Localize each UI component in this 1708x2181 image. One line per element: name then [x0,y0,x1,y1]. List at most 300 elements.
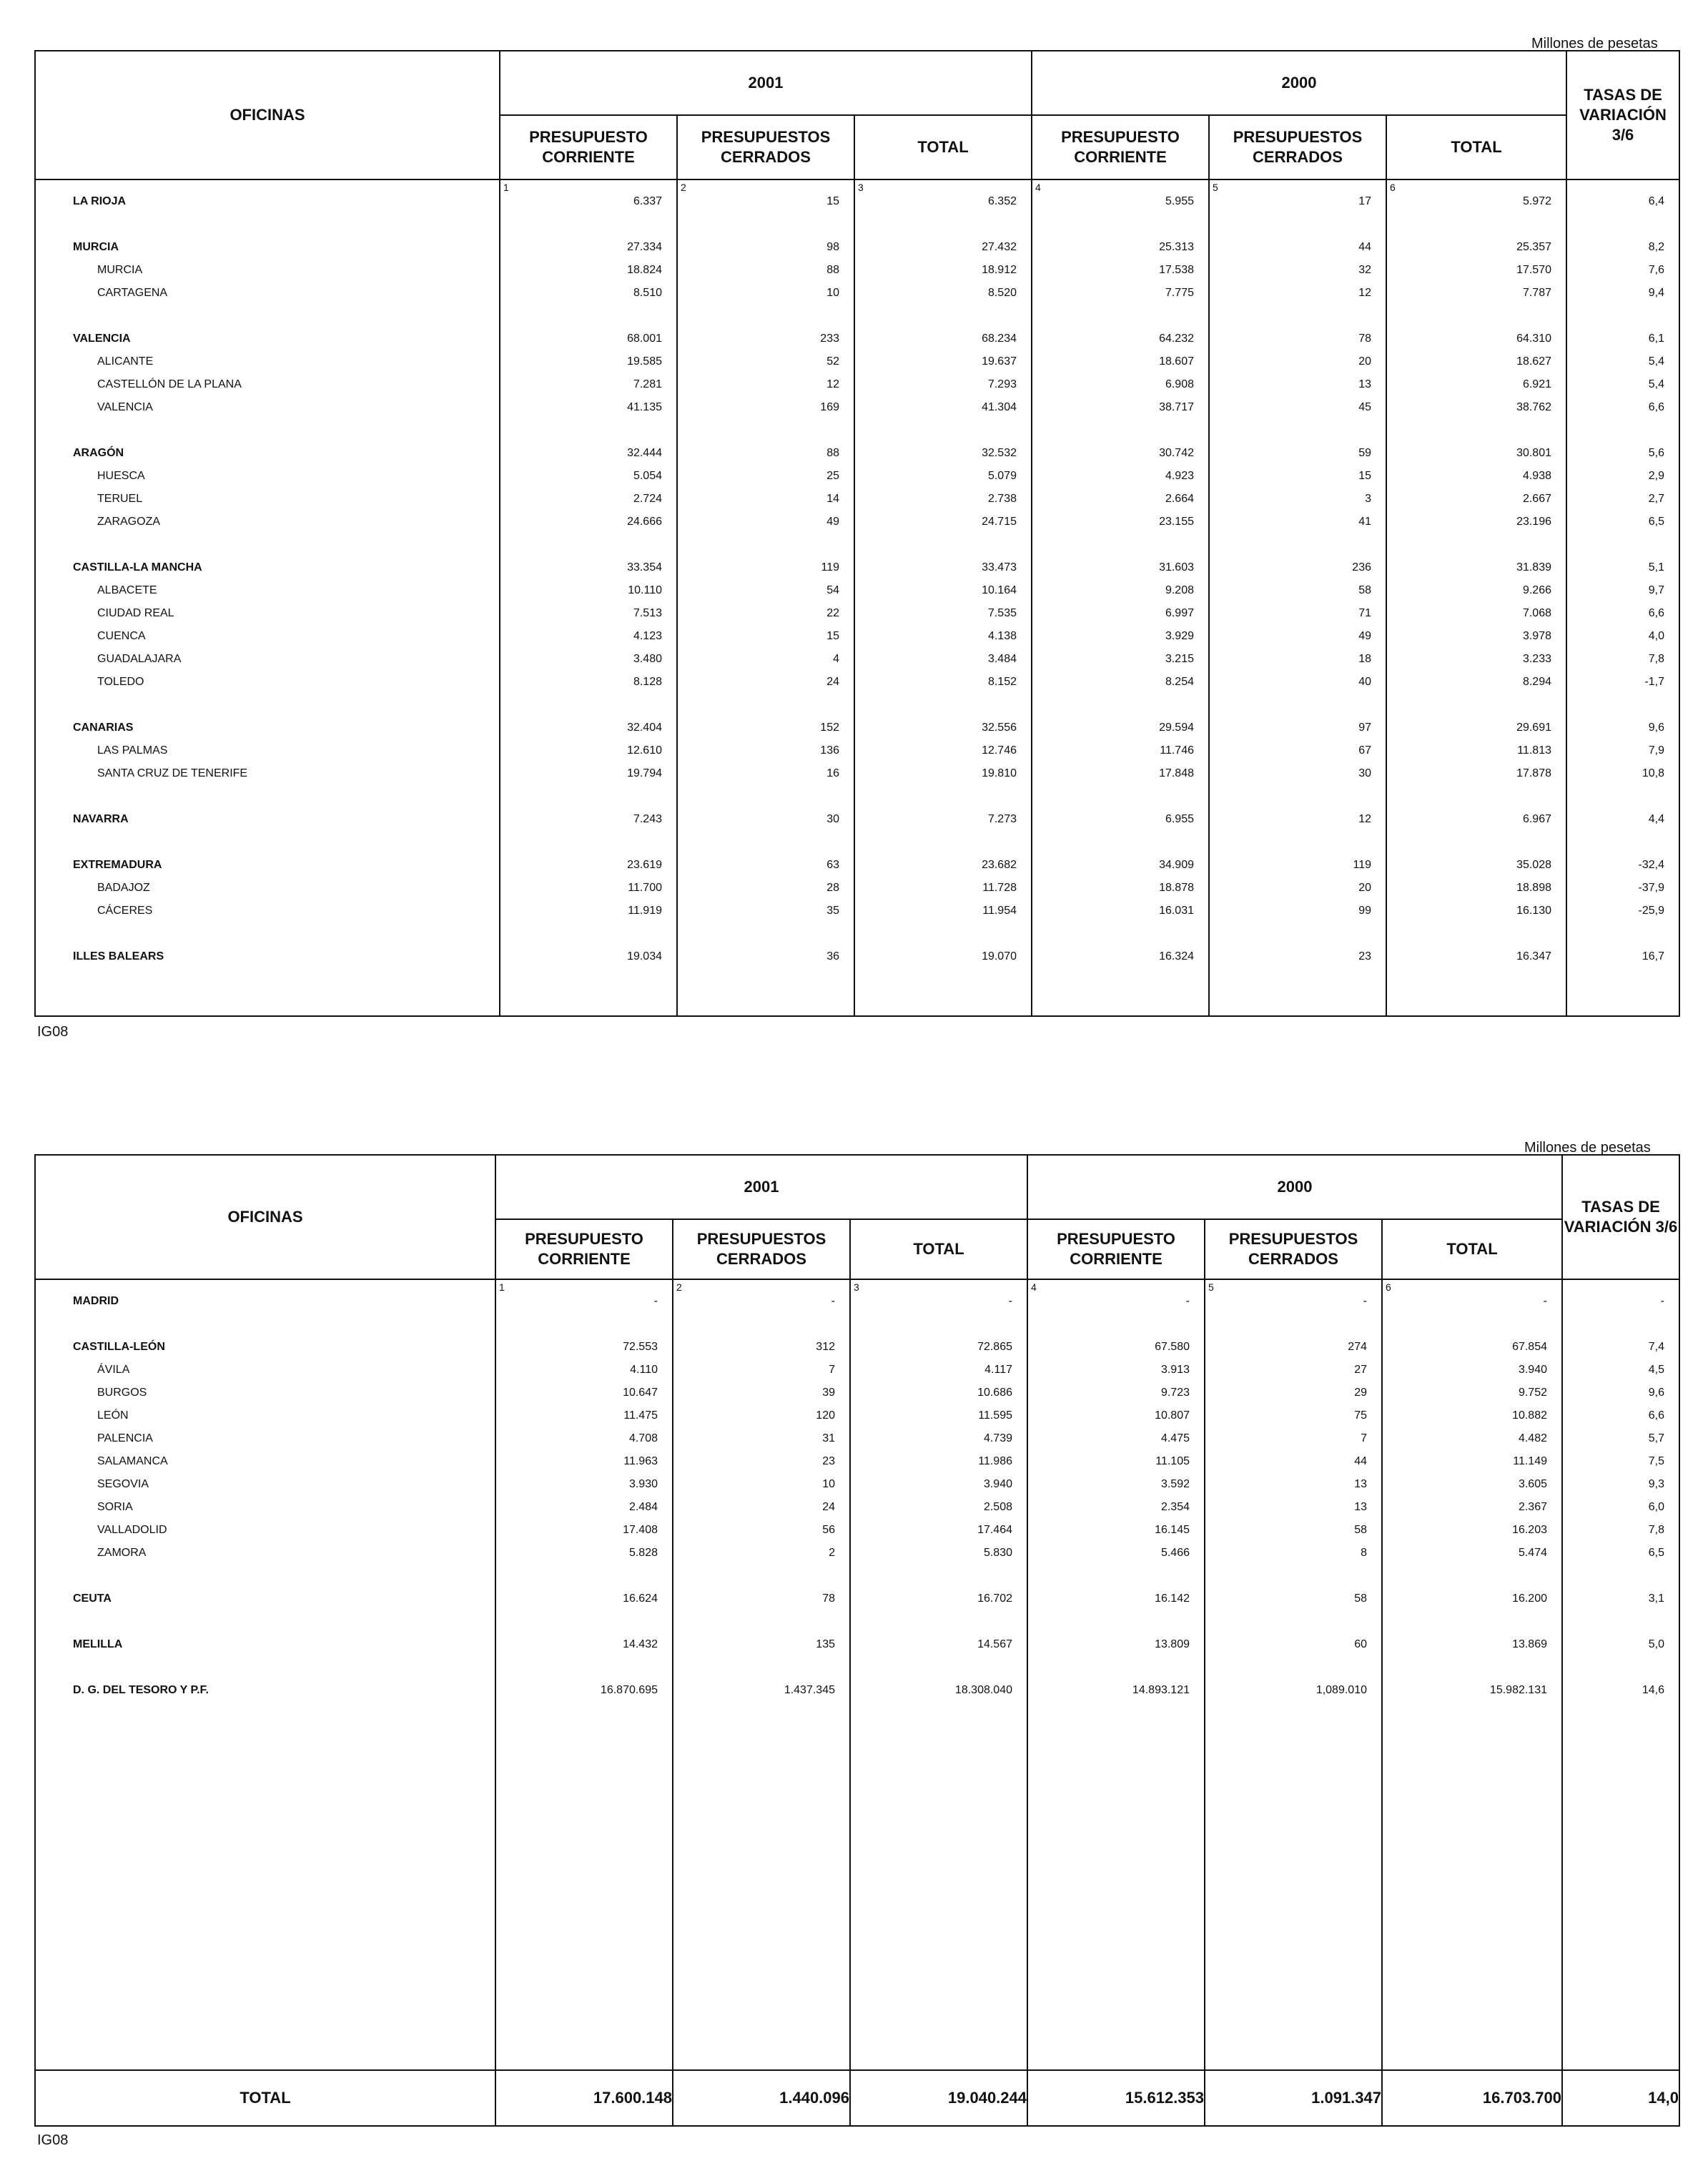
value-text: 27 [1354,1364,1367,1376]
value-text: 78 [1358,333,1371,345]
value-text: 11.728 [982,882,1017,894]
cell-value [496,1633,672,1656]
value-text: 11.813 [1517,744,1551,757]
office-label: SANTA CRUZ DE TENERIFE [97,767,248,779]
value-text: 34.909 [1159,859,1194,871]
value-text: 4.123 [633,630,662,642]
total-row [35,2070,1679,2126]
value-text: 10.686 [977,1387,1012,1399]
value-text: 28 [826,882,839,894]
cell-value [673,1519,849,1542]
value-column [495,1279,673,2070]
value-text: 7.787 [1522,287,1551,299]
value-text: 32.404 [627,722,662,734]
value-text: 8.510 [633,287,662,299]
value-text: 12 [826,378,839,390]
cell-value [496,1542,672,1565]
cell-value [855,511,1031,533]
value-text: 6.908 [1165,378,1194,390]
cell-value [500,442,676,465]
value-text: 31.603 [1159,561,1194,573]
value-text: 41.135 [627,401,662,413]
cell-value [1387,877,1566,900]
cell-value [1383,1679,1561,1702]
cell-value [855,556,1031,579]
value-text: 4.138 [987,630,1017,642]
value-text: 78 [822,1592,835,1605]
cell-value [673,1633,849,1656]
cell-value [1383,1496,1561,1519]
cell-value [1032,854,1208,877]
value-column [500,179,677,1016]
cell-value [1387,854,1566,877]
cell-value [1210,488,1386,511]
value-text: 5,4 [1648,378,1664,390]
cell-value [1032,762,1208,785]
cell-value [1032,465,1208,488]
value-text: 3 [1365,493,1371,505]
total-value: 19.040.244 [850,2070,1027,2126]
cell-value [500,259,676,282]
value-column [854,179,1032,1016]
header-presupuesto-corriente: PRESUPUESTO CORRIENTE [495,1219,673,1279]
value-text: 15 [1358,470,1371,482]
value-text: 9,4 [1648,287,1664,299]
cell-value [1387,396,1566,419]
value-text: 236 [1352,561,1371,573]
value-text: 5.955 [1165,195,1194,207]
value-text: 18.878 [1159,882,1194,894]
value-text: 2.724 [633,493,662,505]
value-text: 23.619 [627,859,662,871]
cell-value [673,1336,849,1359]
value-text: 5,6 [1648,447,1664,459]
value-text: 19.810 [982,767,1017,779]
cell-value [855,282,1031,305]
cell-value [1387,236,1566,259]
value-text: 11.963 [623,1455,658,1467]
office-label: ALBACETE [97,584,157,596]
value-text: 9,6 [1648,722,1664,734]
cell-value [500,877,676,900]
value-text: 41 [1358,516,1371,528]
value-text: 6,5 [1648,516,1664,528]
value-text: 14,6 [1642,1684,1664,1696]
value-text: 5.054 [633,470,662,482]
cell-value [1028,1290,1204,1313]
office-label: MURCIA [97,264,143,276]
value-text: 75 [1354,1409,1367,1422]
cell-value [1383,1382,1561,1404]
value-text: 15.982.131 [1489,1684,1547,1696]
value-text: 6.955 [1165,813,1194,825]
cell-value [851,1404,1027,1427]
value-text: 5,1 [1648,561,1664,573]
cell-value [678,625,854,648]
cell-value [678,328,854,350]
value-text: 31.839 [1516,561,1551,573]
value-text: 5.079 [987,470,1017,482]
cell-value [1387,259,1566,282]
cell-value [855,259,1031,282]
cell-value [678,236,854,259]
cell-value [496,1336,672,1359]
value-text: 152 [820,722,839,734]
cell-value [500,465,676,488]
cell-value [1210,945,1386,968]
value-text: 2.667 [1522,493,1551,505]
cell-value [851,1587,1027,1610]
header-presupuestos-cerrados: PRESUPUESTOS CERRADOS [1205,1219,1382,1279]
value-text: 16,7 [1642,950,1664,963]
cell-value [500,945,676,968]
value-text: 25.357 [1516,241,1551,253]
value-text: 58 [1354,1592,1367,1605]
value-text: 29.691 [1516,722,1551,734]
cell-value [678,259,854,282]
cell-value [1567,579,1679,602]
cell-value [1387,602,1566,625]
value-text: 97 [1358,722,1371,734]
value-text: 7.293 [987,378,1017,390]
cell-value [1205,1336,1381,1359]
cell-value [1563,1542,1679,1565]
cell-value [1028,1450,1204,1473]
cell-value [1563,1519,1679,1542]
cell-value [1563,1427,1679,1450]
value-text: 18.824 [627,264,662,276]
cell-value [851,1679,1027,1702]
cell-value [1567,739,1679,762]
value-text: 40 [1358,676,1371,688]
value-text: 68.001 [627,333,662,345]
cell-value [1205,1382,1381,1404]
cell-value [1028,1382,1204,1404]
value-text: 10.110 [628,584,662,596]
table-body [35,1279,1679,2070]
total-label: TOTAL [35,2070,495,2126]
cell-value [1205,1496,1381,1519]
value-text: 2,7 [1648,493,1664,505]
value-text: 7.513 [633,607,662,619]
value-text: 19.034 [627,950,662,963]
value-text: 63 [826,859,839,871]
value-text: 7.775 [1165,287,1194,299]
cell-value [673,1404,849,1427]
cell-value [673,1427,849,1450]
value-text: 11.475 [623,1409,658,1422]
header-year-2000: 2000 [1032,51,1566,115]
value-text: 12 [1358,287,1371,299]
value-text: 14.893.121 [1132,1684,1190,1696]
value-column [673,1279,850,2070]
value-text: 7.281 [633,378,662,390]
value-text: 64.310 [1516,333,1551,345]
cell-value [1032,511,1208,533]
value-text: 1,089.010 [1315,1684,1367,1696]
cell-value [678,648,854,671]
cell-value [1383,1542,1561,1565]
cell-value [1210,671,1386,694]
office-label: CARTAGENA [97,287,168,299]
value-text: 13.869 [1512,1638,1547,1650]
cell-value [1387,465,1566,488]
cell-value [500,854,676,877]
cell-value [855,190,1031,213]
header-presupuesto-corriente: PRESUPUESTO CORRIENTE [500,115,677,179]
cell-value [851,1290,1027,1313]
cell-value [1210,511,1386,533]
value-text: 12 [1358,813,1371,825]
value-text: 11.746 [1160,744,1194,757]
cell-value [1028,1679,1204,1702]
value-text: 7 [1361,1432,1367,1444]
value-text: 18.308.040 [954,1684,1012,1696]
value-text: 2.738 [987,493,1017,505]
value-text: 72.865 [977,1341,1012,1353]
value-text: 15 [826,630,839,642]
cell-value [1387,739,1566,762]
cell-value [1032,259,1208,282]
office-label: ÁVILA [97,1364,130,1376]
cell-value [1028,1542,1204,1565]
cell-value [1387,190,1566,213]
cell-value [1563,1336,1679,1359]
value-text: 56 [822,1524,835,1536]
cell-value [1383,1473,1561,1496]
value-text: 3,1 [1648,1592,1664,1605]
value-text: 27.334 [627,241,662,253]
cell-value [678,762,854,785]
value-text: 17.538 [1159,264,1194,276]
value-text: 169 [820,401,839,413]
cell-value [1032,236,1208,259]
value-text: 33.473 [982,561,1017,573]
value-text: 3.605 [1518,1478,1547,1490]
value-text: - [1543,1295,1547,1307]
value-text: 14.432 [623,1638,658,1650]
office-label: BURGOS [97,1387,147,1399]
value-text: 120 [816,1409,835,1422]
value-text: 7,6 [1648,264,1664,276]
cell-value [1563,1473,1679,1496]
cell-value [855,236,1031,259]
value-text: 4.739 [983,1432,1012,1444]
cell-value [1563,1587,1679,1610]
value-text: 4.482 [1518,1432,1547,1444]
cell-value [1032,625,1208,648]
value-text: 58 [1354,1524,1367,1536]
total-value: 14,0 [1562,2070,1679,2126]
value-text: 13 [1354,1501,1367,1513]
column-number: 5 [1208,1281,1214,1293]
value-text: 18.607 [1159,355,1194,368]
cell-value [1567,350,1679,373]
cell-value [1387,945,1566,968]
cell-value [1383,1633,1561,1656]
value-text: 67.580 [1155,1341,1190,1353]
cell-value [496,1427,672,1450]
value-text: 24.715 [982,516,1017,528]
cell-value [1210,877,1386,900]
cell-value [855,625,1031,648]
value-text: 72.553 [623,1341,658,1353]
cell-value [1205,1359,1381,1382]
cell-value [1028,1336,1204,1359]
cell-value [1387,648,1566,671]
cell-value [1383,1359,1561,1382]
cell-value [1387,671,1566,694]
cell-value [673,1473,849,1496]
cell-value [1567,511,1679,533]
cell-value [1032,556,1208,579]
cell-value [500,739,676,762]
value-text: 24 [826,676,839,688]
cell-value [500,190,676,213]
value-text: 16.702 [977,1592,1012,1605]
value-text: 5.474 [1518,1547,1547,1559]
value-text: 11.149 [1513,1455,1547,1467]
group-label: ARAGÓN [73,447,124,459]
cell-value [851,1382,1027,1404]
value-text: 16.870.695 [600,1684,658,1696]
value-text: 11.700 [628,882,662,894]
value-text: 30.801 [1516,447,1551,459]
value-text: 32.532 [982,447,1017,459]
value-text: 10 [826,287,839,299]
cell-value [1028,1473,1204,1496]
cell-value [1210,625,1386,648]
value-text: 13.809 [1155,1638,1190,1650]
value-text: 32 [1358,264,1371,276]
header-year-2001: 2001 [500,51,1032,115]
office-label: CÁCERES [97,905,153,917]
value-text: 19.637 [982,355,1017,368]
cell-value [1567,945,1679,968]
value-text: 67 [1358,744,1371,757]
cell-value [1567,900,1679,922]
office-label: CASTELLÓN DE LA PLANA [97,378,242,390]
cell-value [500,396,676,419]
value-text: 52 [826,355,839,368]
header-presupuestos-cerrados: PRESUPUESTOS CERRADOS [1209,115,1386,179]
value-text: 7,8 [1648,653,1664,665]
value-column [677,179,854,1016]
cell-value [1028,1359,1204,1382]
cell-value [1032,900,1208,922]
cell-value [855,648,1031,671]
cell-value [500,488,676,511]
cell-value [678,190,854,213]
cell-value [1567,808,1679,831]
value-text: 9,6 [1648,1387,1664,1399]
value-text: 68.234 [982,333,1017,345]
cell-value [1567,854,1679,877]
cell-value [500,671,676,694]
cell-value [678,739,854,762]
cell-value [500,648,676,671]
cell-value [500,625,676,648]
value-text: 5,7 [1648,1432,1664,1444]
office-label: ALICANTE [97,355,154,368]
value-text: 32.444 [627,447,662,459]
header-presupuesto-corriente: PRESUPUESTO CORRIENTE [1027,1219,1205,1279]
value-text: 64.232 [1159,333,1194,345]
cell-value [496,1382,672,1404]
value-text: -32,4 [1638,859,1664,871]
cell-value [1205,1633,1381,1656]
value-text: 9.266 [1522,584,1551,596]
value-text: 27.432 [982,241,1017,253]
cell-value [1383,1450,1561,1473]
cell-value [673,1679,849,1702]
cell-value [1383,1336,1561,1359]
cell-value [1563,1290,1679,1313]
cell-value [1032,671,1208,694]
value-text: 13 [1358,378,1371,390]
cell-value [678,877,854,900]
cell-value [1383,1404,1561,1427]
cell-value [1567,465,1679,488]
value-text: 10 [822,1478,835,1490]
total-value: 1.440.096 [673,2070,850,2126]
value-text: 16.347 [1516,950,1551,963]
cell-value [678,602,854,625]
cell-value [673,1290,849,1313]
cell-value [1567,488,1679,511]
cell-value [851,1427,1027,1450]
cell-value [1210,236,1386,259]
cell-value [500,511,676,533]
cell-value [1210,373,1386,396]
cell-value [1387,579,1566,602]
office-label: TERUEL [97,493,143,505]
value-text: 7.243 [633,813,662,825]
value-text: 38.762 [1516,401,1551,413]
value-text: 5.972 [1522,195,1551,207]
value-text: 19.070 [982,950,1017,963]
value-text: 3.215 [1165,653,1194,665]
value-text: 3.940 [983,1478,1012,1490]
cell-value [851,1473,1027,1496]
value-text: 119 [821,561,839,573]
value-text: 7,5 [1648,1455,1664,1467]
value-text: 49 [826,516,839,528]
value-text: 54 [826,584,839,596]
cell-value [500,373,676,396]
value-text: 4 [833,653,839,665]
header-year-2000: 2000 [1027,1155,1562,1219]
value-text: 32.556 [982,722,1017,734]
value-text: 5.466 [1160,1547,1190,1559]
header-total: TOTAL [1386,115,1566,179]
cell-value [678,671,854,694]
value-text: 3.480 [633,653,662,665]
cell-value [1567,648,1679,671]
value-text: 17 [1358,195,1371,207]
value-text: 8 [1361,1547,1367,1559]
group-label: D. G. DEL TESORO Y P.F. [73,1684,209,1696]
column-number: 4 [1035,182,1041,193]
value-text: 24.666 [627,516,662,528]
column-number: 6 [1386,1281,1391,1293]
value-text: 7 [829,1364,835,1376]
cell-value [1210,190,1386,213]
value-text: 6,1 [1648,333,1664,345]
cell-value [1387,328,1566,350]
cell-value [1387,488,1566,511]
cell-value [678,396,854,419]
